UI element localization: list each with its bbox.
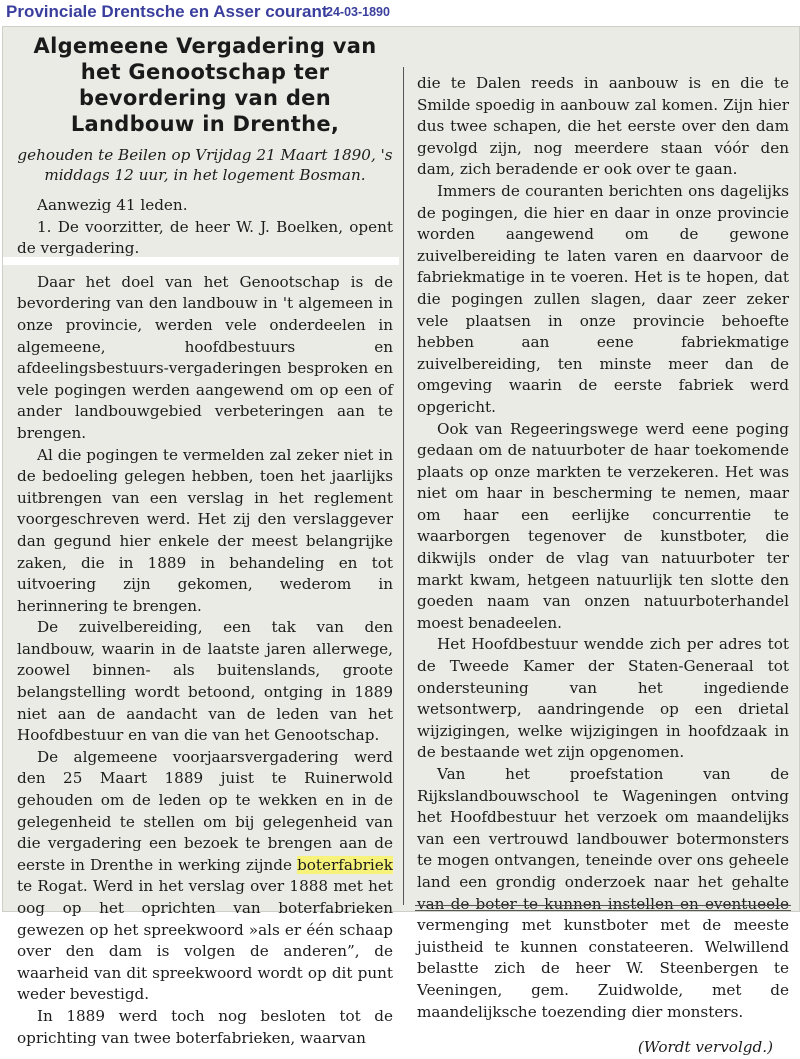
text-run: te Rogat. Werd in het verslag over 1888 met het oog op het oprichten van boterfabrieken gewezen op het spreekwoord »als er één schaap over den dam is volgen de anderen”, de waarheid van dit spreekwoord wordt op dit punt weder bevestigd. [17, 877, 393, 1004]
paragraph: Al die pogingen te vermelden zal zeker niet in de bedoeling gelegen hebben, toen het jaarlijks uitbrengen van een verslag in het reglement voorgeschreven werd. Het zij den verslaggever dan gegund hier enkele der meest belangrijke zaken, die in 1889 in behandeling en tot uitvoering zijn gekomen, wederom in herinnering te brengen. [17, 445, 393, 615]
newspaper-title: Provinciale Drentsche en Asser courant [6, 2, 328, 21]
paragraph-continuation: die te Dalen reeds in aanbouw is en die te Smilde spoedig in aanbouw zal komen. Zijn hier dus twee schapen, die het eerste over den dam gevolgd zijn, nog meerdere staan vóór den dam, zich beradende er ook over te gaan. [417, 74, 789, 179]
scan-gap [3, 257, 399, 265]
footer-rule [415, 905, 791, 911]
highlighted-term: boterfabriek [297, 855, 393, 874]
paragraph: Immers de couranten berichten ons dagelijks de pogingen, die hier en daar in onze provincie worden aangewend om de gewone zuivelbereiding te laten varen en daarvoor de fabriekmatige in te voeren. Het is te hopen, dat die pogingen zullen slagen, daar zeer zeker vele plaatsen in onze provincie behoefte hebben aan eene fabriekmatige zuivelbereiding, ten minste meer dan de omgeving waarin de eerste fabriek werd opgericht. [417, 181, 789, 416]
paragraph: Ook van Regeeringswege werd eene poging gedaan om de natuurboter de haar toekomende plaats op onze markten te verzekeren. Het was niet om haar in bescherming te nemen, maar om haar een eerlijke concurrentie te waarborgen tegenover de kunstboter, die dikwijls onder de vlag van natuurboter ter markt kwam, hetgeen natuurlijk ten slotte den goeden naam van onzen natuurboterhandel moest benadeelen. [417, 419, 789, 632]
article-title: Algemeene Vergadering van het Genootschap ter bevordering van den Landbouw in Drenthe, [33, 34, 377, 136]
header-bar [0, 0, 800, 26]
paragraph-vergadering [17, 747, 393, 1006]
continued-note: (Wordt vervolgd.) [637, 1038, 773, 1057]
agenda-item-1: 1. De voorzitter, de heer W. J. Boelken, opent de vergadering. [17, 217, 393, 258]
article-subtitle: gehouden te Beilen op Vrijdag 21 Maart 1890, 's middags 12 uur, in het logement Bosman. [17, 146, 393, 184]
paragraph: Daar het doel van het Genootschap is de bevordering van den landbouw in 't algemeen in onze provincie, werden vele onderdeelen in algemeene, hoofdbestuurs en afdeelingsbestuurs-vergaderingen besproken en vele pogingen werden aangewend om op een of ander landbouwgebied verbeteringen aan te brengen. [17, 272, 393, 442]
paragraph: De zuivelbereiding, een tak van den landbouw, waarin in de laatste jaren allerwege, zoowel binnen- als buitenslands, groote belangstelling wordt betoond, ontging in 1889 niet aan de aandacht van de leden van het Hoofdbestuur en van die van het Genootschap. [17, 618, 393, 745]
attendance-line: Aanwezig 41 leden. [37, 196, 188, 214]
text-run: De algemeene voorjaarsvergadering werd den 25 Maart 1889 juist te Ruinerwold gehouden om de leden op te wekken en in de gelegenheid te stellen om bij gelegenheid van die vergadering een bezoek te brengen aan de eerste in Drenthe in werking zijnde [17, 747, 393, 874]
paragraph: Van het proefstation van de Rijkslandbouwschool te Wageningen ontving het Hoofdbestuur het verzoek om maandelijks van een vertrouwd landbouwer botermonsters te mogen ontvangen, teneinde over ons geheele land een grondig onderzoek naar het gehalte van de boter te kunnen instellen en eventueele vermenging met kunstboter met de meeste juistheid te kunnen constateeren. Welwillend belastte zich de heer W. Steenbergen te Veeningen, gem. Zuidwolde, met de maandelijksche toezending dier monsters. [417, 765, 789, 1021]
paragraph: Het Hoofdbestuur wendde zich per adres tot de Tweede Kamer der Staten-Generaal tot ondersteuning van het ingediende wetsontwerp, aandringende op een drietal wijzigingen, welke wijzigingen in hoofdzaak in de bestaande wet zijn opgenomen. [417, 635, 789, 762]
left-column [17, 33, 393, 1049]
newspaper-clipping [2, 26, 800, 1057]
paragraph: In 1889 werd toch nog besloten tot de oprichting van twee boterfabrieken, waarvan [17, 1006, 393, 1047]
column-divider [403, 67, 404, 905]
publication-date: 24-03-1890 [326, 5, 390, 19]
